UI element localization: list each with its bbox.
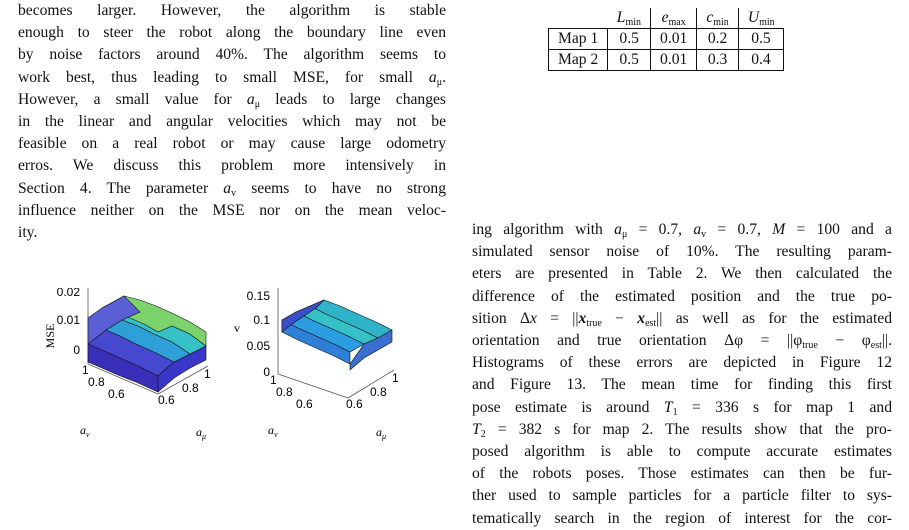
text-line: Section 4. The parameter $a_v$ seems to have no strong [18,179,447,199]
table-header: $L_{min}$ [616,9,642,28]
left-text-column [18,0,446,244]
table-cell: 0.2 [697,29,738,50]
av-tick-label: 0.8 [276,385,293,399]
amu-tick-label: 0.8 [370,385,387,399]
text-line: However, a small value for $a_\mu$ leads to large changes [18,90,447,110]
text-line: Histograms of these errors are depicted in Figure 12 [472,354,892,372]
mse-surface [88,296,206,392]
av-tick-label: 0.6 [296,397,313,411]
amu-tick-label: 0.6 [346,397,363,411]
table-cell: 0.4 [738,50,783,71]
av-axis-label: $a_v$ [268,423,278,439]
av-tick-label: 1 [82,363,89,377]
parameter-table [548,8,784,71]
z-tick-label: 0.01 [56,313,80,327]
table-cell: Map 2 [549,50,608,71]
table-row [549,50,784,71]
text-line: simulated sensor noise of 10%. The resulting param- [472,243,892,261]
text-line: erros. We discuss this problem more intensively in [18,157,446,175]
text-line: becomes larger. However, the algorithm is stable [18,2,446,19]
table-row [549,29,784,50]
amu-tick-label: 1 [392,371,399,385]
right-text-column [472,219,892,530]
text-line: ity. [18,224,38,242]
text-line: in the linear and angular velocities which may not be [18,113,446,131]
amu-tick-label: 0.8 [182,381,199,395]
av-tick-label: 0.8 [88,375,105,389]
y-axis-label: MSE [43,323,57,349]
text-line: difference of the estimated position and the true po- [472,287,892,305]
text-line: ing algorithm with $a_\mu = 0.7$, $a_v = 0.7$, M = 100 and a [472,221,892,240]
z-tick-label: 0 [73,343,80,357]
table-cell: 0.5 [608,50,651,71]
text-line: influence neither on the MSE nor on the mean veloc- [18,201,446,219]
y-axis-label: v [234,321,240,335]
table-header: $U_{min}$ [738,8,783,29]
table-cell: 0.01 [651,29,697,50]
text-line: work best, thus leading to small MSE, for small $a_\mu$. [18,68,446,88]
text-line: by noise factors around 40%. The algorithm seems to [18,46,446,64]
velocity-surface [282,300,392,370]
table-cell: 0.01 [651,50,697,71]
av-tick-label: 1 [270,373,277,387]
text-line: ther used to sample particles for a particle filter to sys- [472,487,892,505]
z-tick-label: 0.02 [56,288,80,299]
amu-tick-label: 1 [204,367,211,381]
velocity-surface-plot [226,288,426,444]
table-cell: Map 1 [549,29,608,50]
text-line: eters are presented in Table 2. We then calculated the [472,265,892,283]
z-tick-label: 0 [263,365,270,379]
table-cell: 0.3 [697,50,738,71]
table-cell: 0.5 [738,29,783,50]
text-line: of the robots poses. Those estimates can then be fur- [472,465,892,483]
text-line: and Figure 13. The mean time for finding this first [472,376,892,394]
amu-tick-label: 0.6 [158,393,175,407]
text-line: feasible on a real robot or may cause large odometry [18,135,446,153]
table-header: $c_{min}$ [697,8,738,29]
text-line: $T_2 = 382$ s for map 2. The results show that the pro- [472,420,892,440]
mse-surface-plot [40,288,240,444]
text-line: orientation and true orientation $\Delta\varphi = ||\varphi_{true} - \varphi_{est}||$. [472,332,893,352]
amu-axis-label: $a_\mu$ [376,425,387,441]
text-line: posed algorithm is able to compute accurate estimates [472,443,892,461]
table-header: $e_{max}$ [651,8,697,29]
z-tick-label: 0.15 [246,289,270,303]
amu-axis-label: $a_\mu$ [196,425,207,441]
text-line: enough to steer the robot along the boundary line even [18,24,446,42]
z-tick-label: 0.1 [253,313,270,327]
text-line: tematically search in the region of interest for the cor- [472,509,892,527]
z-tick-label: 0.05 [246,339,270,353]
table-header-row [549,8,784,29]
av-axis-label: $a_v$ [80,423,90,439]
text-line: pose estimate is around $T_1 = 336$ s for map 1 and [472,398,892,418]
text-line: sition $\Delta x = ||x_{true} - x_{est}||$ as well as for the estimated [472,309,892,329]
av-tick-label: 0.6 [108,387,125,401]
table-cell: 0.5 [608,29,651,50]
